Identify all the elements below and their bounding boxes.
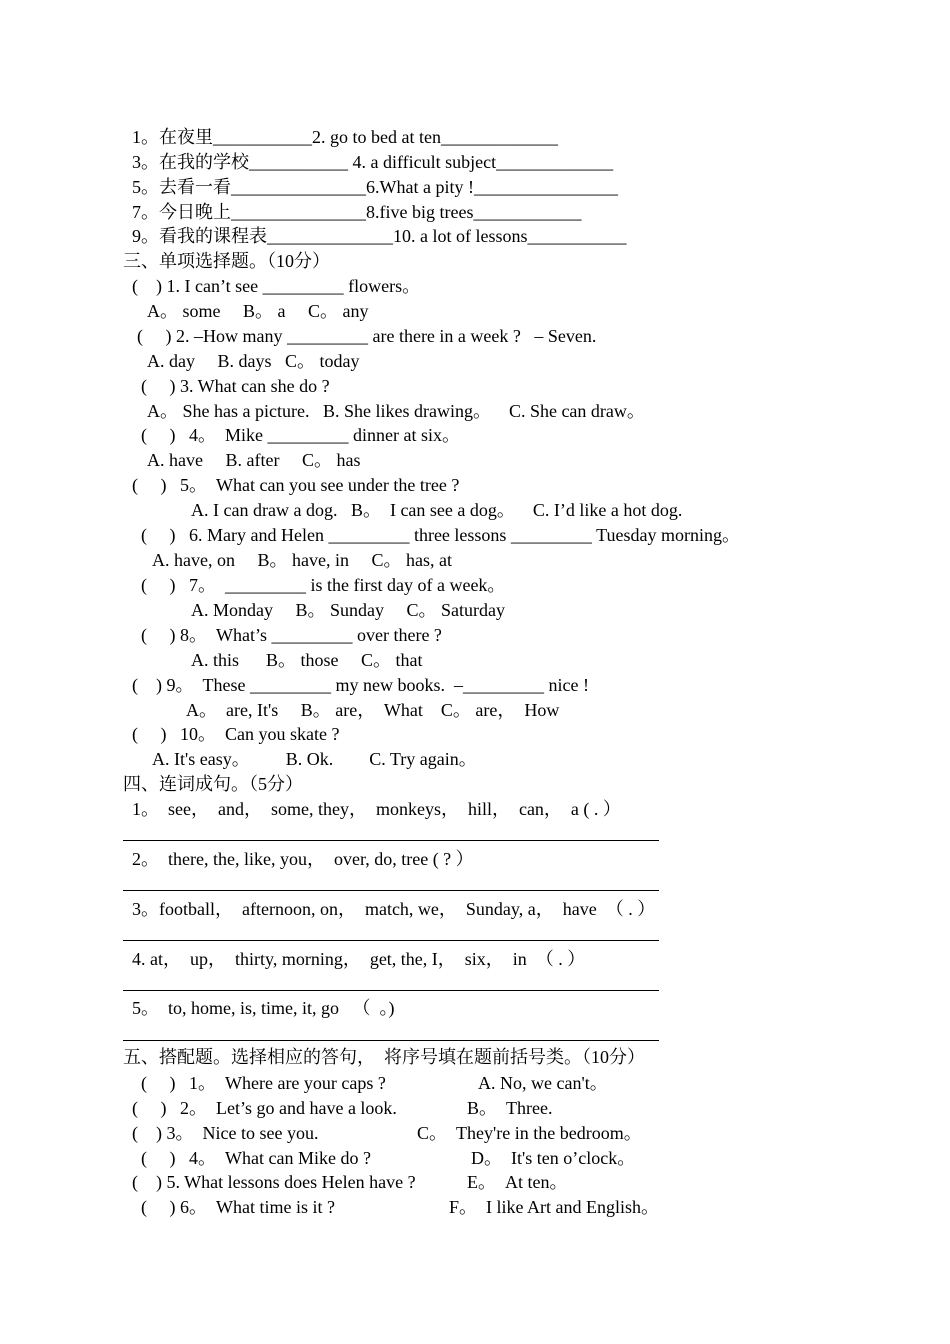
- sentence-item-1: 1。 see， and， some, they， monkeys， hill， can， a ( . ）: [132, 799, 621, 819]
- choice-question-7: ( ) 7。 _________ is the first day of a week。: [141, 575, 506, 595]
- choice-options-4: A. have B. after C。 has: [147, 450, 361, 470]
- matching-answer-a: A. No, we can't。: [478, 1073, 608, 1093]
- matching-question-6: ( ) 6。 What time is it ?: [141, 1197, 335, 1217]
- answer-line-2[interactable]: [123, 890, 659, 891]
- choice-question-4: ( ) 4。 Mike _________ dinner at six。: [141, 425, 460, 445]
- choice-options-10: A. It's easy。 B. Ok. C. Try again。: [152, 749, 477, 769]
- answer-line-4[interactable]: [123, 990, 659, 991]
- answer-line-5[interactable]: [123, 1040, 659, 1041]
- sentence-item-4: 4. at， up， thirty, morning， get, the, I， six， in （ . ）: [132, 949, 586, 969]
- matching-question-5: ( ) 5. What lessons does Helen have ?: [132, 1172, 416, 1192]
- sentence-item-2: 2。 there, the, like, you， over, do, tree ( ? ）: [132, 849, 474, 869]
- choice-options-8: A. this B。 those C。 that: [191, 650, 423, 670]
- choice-question-6: ( ) 6. Mary and Helen _________ three lessons _________ Tuesday morning。: [141, 525, 740, 545]
- matching-answer-e: E。 At ten。: [467, 1172, 568, 1192]
- choice-options-6: A. have, on B。 have, in C。 has, at: [152, 550, 452, 570]
- matching-question-2: ( ) 2。 Let’s go and have a look.: [132, 1098, 397, 1118]
- choice-question-10: ( ) 10。 Can you skate ?: [132, 724, 340, 744]
- choice-question-2: ( ) 2. –How many _________ are there in a week ? – Seven.: [137, 326, 597, 346]
- choice-question-8: ( ) 8。 What’s _________ over there ?: [141, 625, 442, 645]
- section-heading-sentences: 四、连词成句。（5分）: [123, 774, 303, 794]
- choice-options-1: A。 some B。 a C。 any: [147, 301, 369, 321]
- matching-question-3: ( ) 3。 Nice to see you.: [132, 1123, 319, 1143]
- translation-line-5: 9。看我的课程表______________10. a lot of lessons___________: [132, 226, 627, 246]
- answer-line-1[interactable]: [123, 840, 659, 841]
- matching-question-1: ( ) 1。 Where are your caps ?: [141, 1073, 386, 1093]
- choice-options-7: A. Monday B。 Sunday C。 Saturday: [191, 600, 505, 620]
- matching-answer-b: B。 Three.: [467, 1098, 553, 1118]
- choice-question-9: ( ) 9。 These _________ my new books. –_________ nice !: [132, 675, 589, 695]
- matching-answer-f: F。 I like Art and English。: [449, 1197, 659, 1217]
- choice-options-3: A。 She has a picture. B. She likes drawing。 C. She can draw。: [147, 401, 645, 421]
- translation-line-1: 1。在夜里___________2. go to bed at ten_____________: [132, 127, 558, 147]
- choice-question-1: ( ) 1. I can’t see _________ flowers。: [132, 276, 421, 296]
- choice-question-3: ( ) 3. What can she do ?: [141, 376, 330, 396]
- choice-question-5: ( ) 5。 What can you see under the tree ?: [132, 475, 460, 495]
- choice-options-2: A. day B. days C。 today: [147, 351, 360, 371]
- section-heading-matching: 五、搭配题。选择相应的答句， 将序号填在题前括号类。（10分）: [123, 1047, 645, 1067]
- section-heading-choice: 三、单项选择题。（10分）: [123, 251, 330, 271]
- matching-answer-d: D。 It's ten o’clock。: [471, 1148, 636, 1168]
- translation-line-4: 7。今日晚上_______________8.five big trees____________: [132, 202, 582, 222]
- choice-options-5: A. I can draw a dog. B。 I can see a dog。 C. I’d like a hot dog.: [191, 500, 683, 520]
- matching-answer-c: C。 They're in the bedroom。: [417, 1123, 642, 1143]
- answer-line-3[interactable]: [123, 940, 659, 941]
- translation-line-2: 3。在我的学校___________ 4. a difficult subject_____________: [132, 152, 614, 172]
- choice-options-9: A。 are, It's B。 are， What C。 are， How: [186, 700, 560, 720]
- translation-line-3: 5。去看一看_______________6.What a pity !________________: [132, 177, 618, 197]
- sentence-item-5: 5。 to, home, is, time, it, go （ 。): [132, 998, 395, 1018]
- sentence-item-3: 3。football， afternoon, on， match, we， Sunday, a， have （ . ）: [132, 899, 656, 919]
- matching-question-4: ( ) 4。 What can Mike do ?: [141, 1148, 371, 1168]
